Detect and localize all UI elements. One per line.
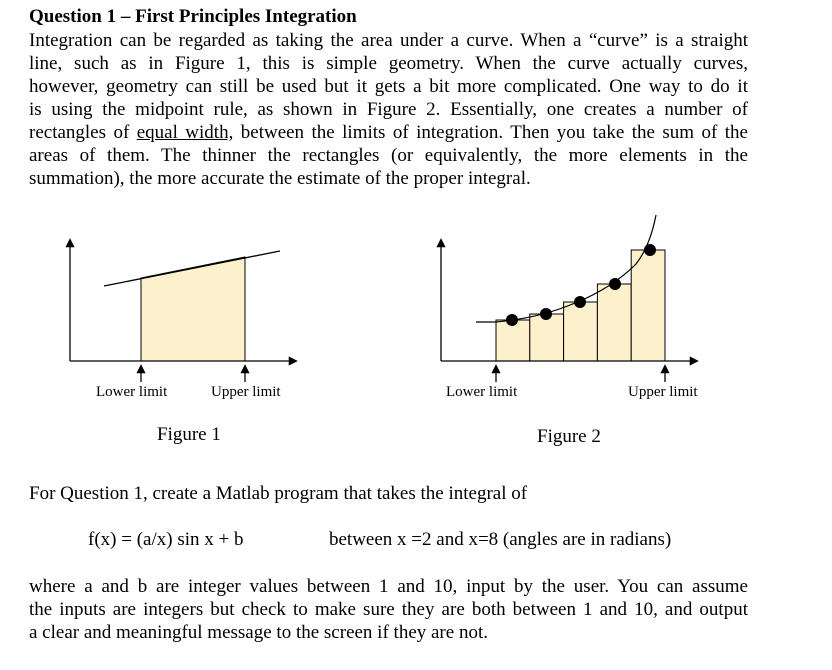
- midpoint-rectangle: [530, 314, 564, 361]
- figure-2-upper-limit-label: Upper limit: [628, 384, 698, 400]
- midpoint-dot: [574, 296, 586, 308]
- intro-line-2: line, such as in Figure 1, this is simple geometry. When the curve actually curves,: [29, 53, 748, 74]
- midpoint-rectangle: [496, 320, 530, 361]
- intro-line-4: is using the midpoint rule, as shown in Figure 2. Essentially, one creates a number of: [29, 99, 748, 120]
- question-title: Question 1 – First Principles Integration: [29, 6, 357, 27]
- figure-1: [70, 240, 296, 382]
- midpoint-dot: [644, 244, 656, 256]
- midpoint-dot: [506, 314, 518, 326]
- midpoint-rectangle: [564, 302, 598, 361]
- closing-paragraph: [29, 575, 748, 644]
- figure-2-lower-limit-label: Lower limit: [446, 384, 518, 400]
- intro-line-7: summation), the more accurate the estimate of the proper integral.: [29, 168, 531, 189]
- intro-line-5-start: rectangles of: [29, 122, 137, 143]
- function-formula: f(x) = (a/x) sin x + b: [88, 529, 244, 550]
- figure-1-caption: Figure 1: [157, 424, 221, 445]
- underlined-phrase: equal width,: [136, 122, 234, 143]
- task-instruction: For Question 1, create a Matlab program that takes the integral of: [29, 483, 528, 504]
- intro-line-6: areas of them. The thinner the rectangles (or equivalently, the more elements in the: [29, 145, 748, 166]
- figure-2-caption: Figure 2: [537, 426, 601, 447]
- intro-line-5-end: between the limits of integration. Then you take the sum of the: [233, 122, 748, 143]
- midpoint-rectangle: [597, 284, 631, 361]
- intro-line-3: however, geometry can still be used but it gets a bit more complicated. One way to do it: [29, 76, 748, 97]
- closing-line-3: a clear and meaningful message to the screen if they are not.: [29, 622, 488, 643]
- midpoint-rectangle: [631, 250, 665, 361]
- closing-line-1: where a and b are integer values between 1 and 10, input by the user. You can assume: [29, 576, 748, 597]
- figure-2: [441, 215, 697, 382]
- figure-1-upper-limit-label: Upper limit: [211, 384, 281, 400]
- figure-1-area: [141, 257, 245, 361]
- closing-line-2: the inputs are integers but check to make sure they are both between 1 and 10, and output: [29, 599, 748, 620]
- midpoint-dot: [540, 308, 552, 320]
- integration-range: between x =2 and x=8 (angles are in radians): [329, 529, 672, 550]
- figure-1-lower-limit-label: Lower limit: [96, 384, 168, 400]
- intro-line-1: Integration can be regarded as taking the area under a curve. When a “curve” is a straight: [29, 30, 748, 51]
- midpoint-dot: [609, 278, 621, 290]
